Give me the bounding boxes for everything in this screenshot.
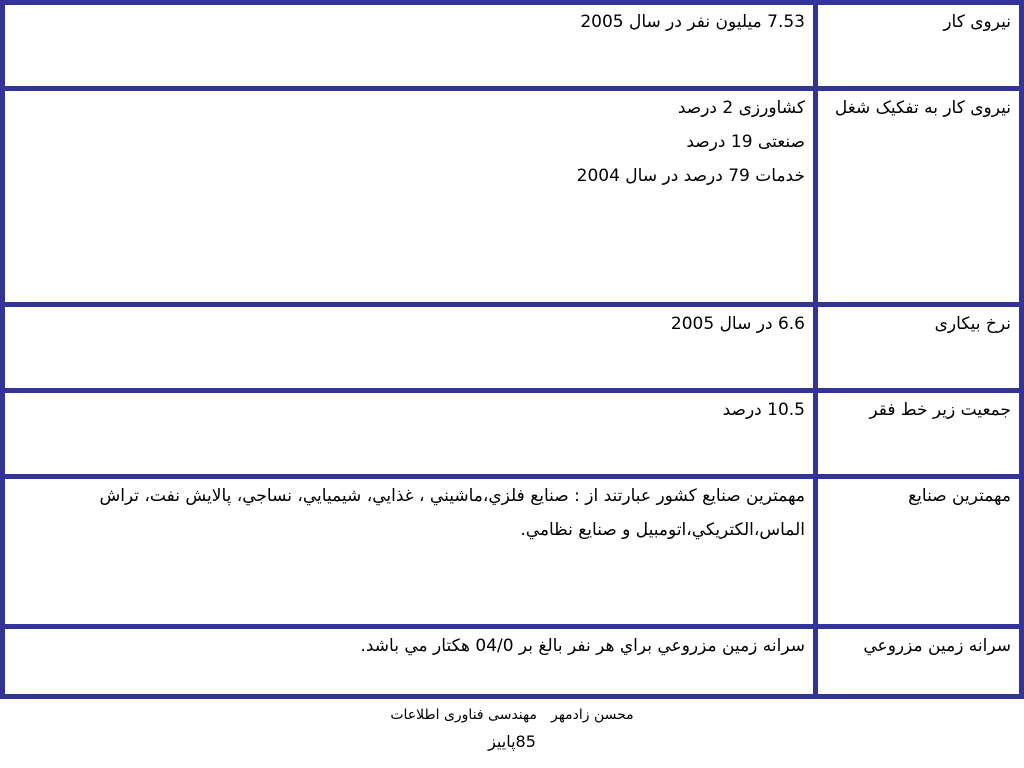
footer-course: مهندسی فناوری اطلاعات (390, 707, 537, 723)
value-cell (3, 477, 816, 627)
value-cell (3, 305, 816, 391)
footer-term: 85پاییز (488, 732, 536, 751)
cell-line: 7.53 میلیون نفر در سال 2005 (580, 12, 805, 32)
label-cell: نیروی کار به تفکیک شغل (816, 89, 1022, 305)
cell-line: خدمات 79 درصد در سال 2004 (576, 166, 805, 186)
cell-line: 6.6 در سال 2005 (670, 314, 805, 334)
cell-line: کشاورزی 2 درصد (677, 98, 805, 118)
cell-line: سرانه زمين مزروعي براي هر نفر بالغ بر 04/0 هکتار مي باشد. (360, 636, 805, 656)
table-row-poverty (3, 391, 1022, 477)
table-row-industries (3, 477, 1022, 627)
label-cell: نیروی کار (816, 3, 1022, 89)
table-row-labor-force (3, 3, 1022, 89)
footer-author: محسن زادمهر (550, 707, 634, 723)
label-cell: سرانه زمین مزروعي (816, 627, 1022, 697)
table-row-unemployment (3, 305, 1022, 391)
cell-line: 10.5 درصد (722, 400, 805, 420)
label-cell: مهمترین صنایع (816, 477, 1022, 627)
footer-credits (0, 707, 1024, 723)
cell-line: مهمترين صنايع کشور عبارتند از : صنايع فلزي،ماشيني ، غذايي، شيميايي، نساجي، پالايش نفت، تراش الماس،الکتريکي،اتومبيل و صنايع نظامي. (99, 486, 805, 540)
label-cell: جمعیت زیر خط فقر (816, 391, 1022, 477)
value-cell (3, 89, 816, 305)
value-cell (3, 391, 816, 477)
table-row-farmland (3, 627, 1022, 697)
value-cell (3, 627, 816, 697)
table-row-labor-by-sector (3, 89, 1022, 305)
value-cell (3, 3, 816, 89)
label-cell: نرخ بیکاری (816, 305, 1022, 391)
cell-line: صنعتی 19 درصد (686, 132, 805, 152)
